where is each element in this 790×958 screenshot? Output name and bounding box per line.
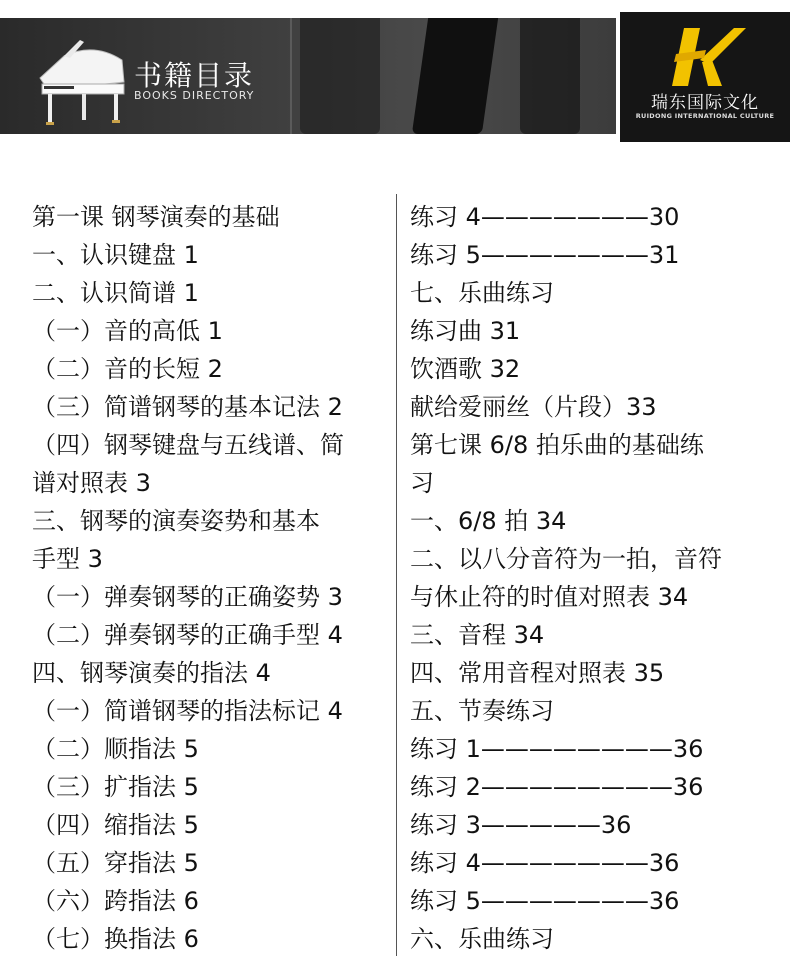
toc-line: 第七课 6/8 拍乐曲的基础练 — [410, 431, 704, 459]
piano-key-divider — [290, 18, 292, 134]
brand-k-icon — [666, 24, 746, 90]
toc-line: 五、节奏练习 — [410, 697, 554, 725]
toc-left-column — [32, 198, 372, 958]
toc-line: 六、乐曲练习 — [410, 925, 554, 953]
toc-line: （一）简谱钢琴的指法标记 4 — [32, 697, 343, 725]
toc-line: 练习 1————————36 — [410, 735, 704, 763]
page-subtitle: BOOKS DIRECTORY — [134, 89, 255, 102]
toc-line: （四）缩指法 5 — [32, 811, 199, 839]
brand-logo — [620, 12, 790, 142]
toc-line: 与休止符的时值对照表 34 — [410, 583, 689, 611]
piano-key-decor — [520, 18, 580, 134]
toc-line: 一、认识键盘 1 — [32, 241, 199, 269]
toc-line: （七）换指法 6 — [32, 925, 199, 953]
toc-line: 四、常用音程对照表 35 — [410, 659, 665, 687]
page-title: 书籍目录 — [134, 59, 255, 92]
toc-line: 一、6/8 拍 34 — [410, 507, 567, 535]
toc-line: 二、认识简谱 1 — [32, 279, 199, 307]
toc-line: 三、音程 34 — [410, 621, 545, 649]
toc-line: （一）音的高低 1 — [32, 317, 223, 345]
piano-icon — [34, 38, 130, 130]
column-divider — [396, 194, 397, 956]
toc-line: （六）跨指法 6 — [32, 887, 199, 915]
toc-line: 第一课 钢琴演奏的基础 — [32, 203, 280, 231]
piano-key-decor — [300, 18, 380, 134]
toc-line: 练习 5———————31 — [410, 241, 680, 269]
header-banner — [0, 18, 616, 134]
toc-line: （五）穿指法 5 — [32, 849, 199, 877]
toc-line: 练习 3—————36 — [410, 811, 632, 839]
toc-line: 献给爱丽丝（片段）33 — [410, 393, 657, 421]
toc-line: 七、乐曲练习 — [410, 279, 554, 307]
toc-line: （二）音的长短 2 — [32, 355, 223, 383]
toc-line: （四）钢琴键盘与五线谱、简 — [32, 431, 344, 459]
toc-line: 练习 5———————36 — [410, 887, 680, 915]
toc-right-column — [410, 198, 780, 958]
toc-line: （一）弹奏钢琴的正确姿势 3 — [32, 583, 343, 611]
toc-line: 练习 4———————36 — [410, 849, 680, 877]
brand-name: 瑞东国际文化 — [651, 93, 759, 113]
toc-line: 二、以八分音符为一拍，音符 — [410, 545, 722, 573]
toc-line: 饮酒歌 32 — [410, 355, 521, 383]
toc-line: 练习 4———————30 — [410, 203, 680, 231]
toc-line: （二）顺指法 5 — [32, 735, 199, 763]
toc-line: 三、钢琴的演奏姿势和基本 — [32, 507, 320, 535]
toc-line: 习 — [410, 469, 434, 497]
toc-line: 谱对照表 3 — [32, 469, 151, 497]
brand-subtitle: RUIDONG INTERNATIONAL CULTURE — [635, 112, 775, 120]
toc-line: 练习 2————————36 — [410, 773, 704, 801]
toc-line: （三）扩指法 5 — [32, 773, 199, 801]
piano-key-decor — [412, 18, 498, 134]
toc-line: （二）弹奏钢琴的正确手型 4 — [32, 621, 343, 649]
toc-line: 练习曲 31 — [410, 317, 521, 345]
toc-line: 四、钢琴演奏的指法 4 — [32, 659, 271, 687]
toc-line: （三）简谱钢琴的基本记法 2 — [32, 393, 343, 421]
toc-line: 手型 3 — [32, 545, 103, 573]
